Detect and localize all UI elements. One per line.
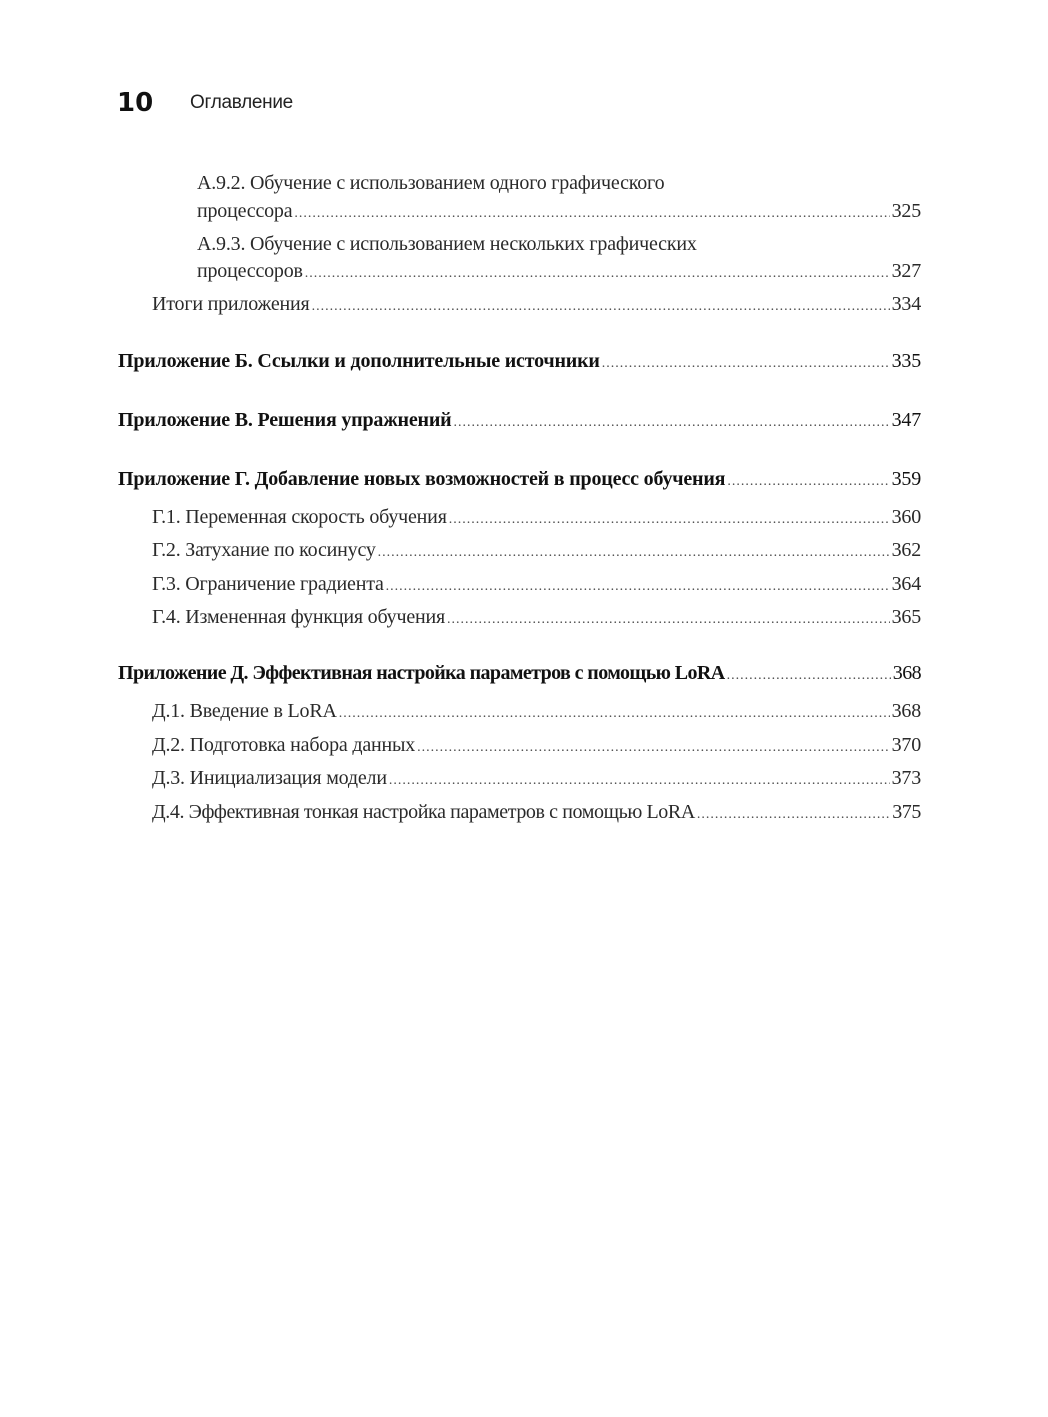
- toc-entry-summary[interactable]: [152, 291, 921, 317]
- toc-entry-title: Г.2. Затухание по косинусу: [152, 539, 376, 561]
- dot-leader: [389, 768, 890, 794]
- toc-entry-title: Г.1. Переменная скорость обучения: [152, 506, 447, 528]
- toc-entry-a92-line1: А.9.2. Обучение с использованием одного графического: [197, 172, 665, 194]
- toc-entry-title: Г.4. Измененная функция обучения: [152, 606, 446, 628]
- toc-page-number: 365: [891, 606, 921, 628]
- toc-entry-title: процессоров: [197, 260, 303, 282]
- dot-leader: [453, 410, 889, 436]
- dot-leader: [447, 607, 890, 633]
- toc-entry-title: Итоги приложения: [152, 293, 310, 315]
- toc-appendix-d[interactable]: [118, 660, 921, 686]
- toc-appendix-g[interactable]: [118, 466, 921, 492]
- toc-page-number: 327: [891, 260, 921, 282]
- dot-leader: [449, 507, 890, 533]
- toc-entry-g2[interactable]: [152, 537, 921, 563]
- toc-page-number: 325: [891, 200, 921, 222]
- toc-page-number: 347: [891, 409, 921, 431]
- toc-entry-d1[interactable]: [152, 698, 921, 724]
- toc-entry-d3[interactable]: [152, 765, 921, 791]
- toc-page-number: 368: [891, 700, 921, 722]
- toc-entry-d4[interactable]: [152, 799, 921, 825]
- toc-appendix-b[interactable]: [118, 348, 921, 374]
- toc-page-number: 334: [891, 293, 921, 315]
- dot-leader: [697, 802, 890, 828]
- toc-page-number: 335: [891, 350, 921, 372]
- dot-leader: [417, 735, 890, 761]
- toc-page-number: 373: [891, 767, 921, 789]
- dot-leader: [727, 469, 889, 495]
- toc-entry-g1[interactable]: [152, 504, 921, 530]
- toc-entry-title: Д.2. Подготовка набора данных: [152, 734, 416, 756]
- toc-entry-title: Приложение В. Решения упражнений: [118, 409, 452, 431]
- toc-entry-title: процессора: [197, 200, 293, 222]
- toc-page-number: 362: [891, 539, 921, 561]
- dot-leader: [305, 261, 890, 287]
- toc-page-number: 375: [892, 801, 921, 823]
- toc-entry-a93-line1: А.9.3. Обучение с использованием нескольких графических: [197, 233, 697, 255]
- toc-entry-title: Приложение Б. Ссылки и дополнительные источники: [118, 350, 600, 372]
- dot-leader: [727, 663, 891, 689]
- dot-leader: [294, 201, 889, 227]
- toc-page-number: 370: [891, 734, 921, 756]
- toc-entry-title: Д.3. Инициализация модели: [152, 767, 387, 789]
- toc-entry-title: Приложение Д. Эффективная настройка параметров с помощью LoRA: [118, 662, 725, 684]
- dot-leader: [339, 701, 890, 727]
- toc-entry-g3[interactable]: [152, 571, 921, 597]
- dot-leader: [312, 294, 890, 320]
- dot-leader: [386, 574, 890, 600]
- toc-entry-a93[interactable]: [197, 258, 921, 284]
- dot-leader: [602, 351, 890, 377]
- running-header-title: Оглавление: [190, 92, 293, 113]
- toc-entry-a92[interactable]: [197, 198, 921, 224]
- toc-page-number: 359: [891, 468, 921, 490]
- toc-entry-title: Г.3. Ограничение градиента: [152, 573, 384, 595]
- toc-page-number: 364: [891, 573, 921, 595]
- toc-page-number: 360: [891, 506, 921, 528]
- dot-leader: [378, 540, 890, 566]
- toc-entry-title: Д.4. Эффективная тонкая настройка параметров с помощью LoRA: [152, 801, 695, 823]
- page-number: 10: [117, 88, 154, 118]
- toc-entry-g4[interactable]: [152, 604, 921, 630]
- toc-entry-title: Приложение Г. Добавление новых возможностей в процесс обучения: [118, 468, 726, 490]
- toc-appendix-v[interactable]: [118, 407, 921, 433]
- toc-entry-title: Д.1. Введение в LoRA: [152, 700, 337, 722]
- toc-page-number: 368: [892, 662, 921, 684]
- toc-entry-d2[interactable]: [152, 732, 921, 758]
